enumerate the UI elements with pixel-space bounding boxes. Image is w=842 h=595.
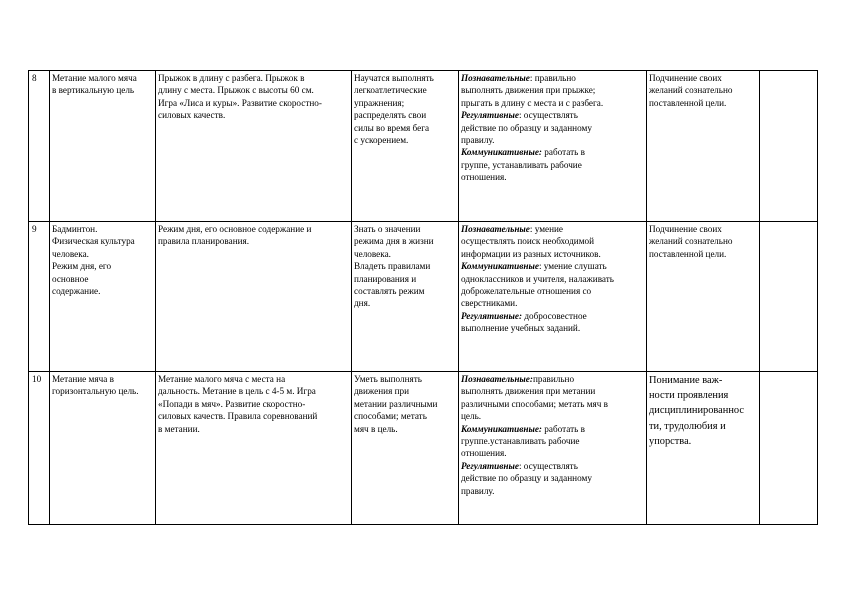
table-row xyxy=(29,71,818,222)
empty-cell xyxy=(760,222,818,372)
cognitive-label: Познавательные xyxy=(461,73,530,83)
table-row xyxy=(29,372,818,525)
lesson-content: Метание малого мяча с места на дальность. Метание в цель с 4-5 м. Игра «Попади в мяч». Развитие скоростно- силовых качеств. Правила соревнований в метании. xyxy=(156,372,352,525)
subject-results: Уметь выполнять движения при метании различными способами; метать мяч в цель. xyxy=(352,372,459,525)
lesson-content: Прыжок в длину с разбега. Прыжок в длину с места. Прыжок с высоты 60 см. Игра «Лиса и куры». Развитие скоростно- силовых качеств. xyxy=(156,71,352,222)
communicative-label: Коммуникативные xyxy=(461,261,539,272)
uud-results: Познавательные:правильно выполнять движения при метании различными способами; метать мяч в цель. Коммуникативные: работать в группе.устанавливать рабочие отношения. Регулятивные: осуществлять действие по образцу и заданному правилу. xyxy=(459,372,647,525)
subject-results: Научатся выполнять легкоатлетические упражнения; распределять свои силы во время бега с ускорением. xyxy=(352,71,459,222)
lesson-topic: Метание мяча в горизонтальную цель. xyxy=(50,372,156,525)
lesson-number: 8 xyxy=(29,71,50,222)
uud-results: Познавательные: умение осуществлять поиск необходимой информации из разных источников. Коммуникативные: умение слушать одноклассников и учителя, налаживать доброжелательные отношения со сверстниками. Регулятивные: добросовестное выполнение учебных заданий. xyxy=(459,222,647,372)
lesson-plan-table xyxy=(28,70,818,525)
communicative-label: Коммуникативные: xyxy=(461,423,542,434)
regulatory-label: Регулятивные xyxy=(461,110,519,121)
personal-results: Подчинение своих желаний сознательно поставленной цели. xyxy=(647,222,760,372)
lesson-topic: Бадминтон. Физическая культура человека. Режим дня, его основное содержание. xyxy=(50,222,156,372)
personal-results: Понимание важ- ности проявления дисциплинированнос ти, трудолюбия и упорства. xyxy=(647,372,760,525)
cognitive-label: Познавательные xyxy=(461,224,530,234)
uud-results: Познавательные: правильно выполнять движения при прыжке; прыгать в длину с места и с разбега. Регулятивные: осуществлять действие по образцу и заданному правилу. Коммуникативные: работать в группе, устанавливать рабочие отношения. xyxy=(459,71,647,222)
regulatory-label: Регулятивные xyxy=(461,460,519,471)
personal-results: Подчинение своих желаний сознательно поставленной цели. xyxy=(647,71,760,222)
lesson-content: Режим дня, его основное содержание и правила планирования. xyxy=(156,222,352,372)
lesson-number: 9 xyxy=(29,222,50,372)
cognitive-label: Познавательные: xyxy=(461,374,533,384)
empty-cell xyxy=(760,372,818,525)
lesson-number: 10 xyxy=(29,372,50,525)
subject-results: Знать о значении режима дня в жизни человека. Владеть правилами планирования и составлять режим дня. xyxy=(352,222,459,372)
communicative-label: Коммуникативные: xyxy=(461,147,542,158)
lesson-topic: Метание малого мяча в вертикальную цель xyxy=(50,71,156,222)
empty-cell xyxy=(760,71,818,222)
regulatory-label: Регулятивные: xyxy=(461,310,523,321)
table-row xyxy=(29,222,818,372)
